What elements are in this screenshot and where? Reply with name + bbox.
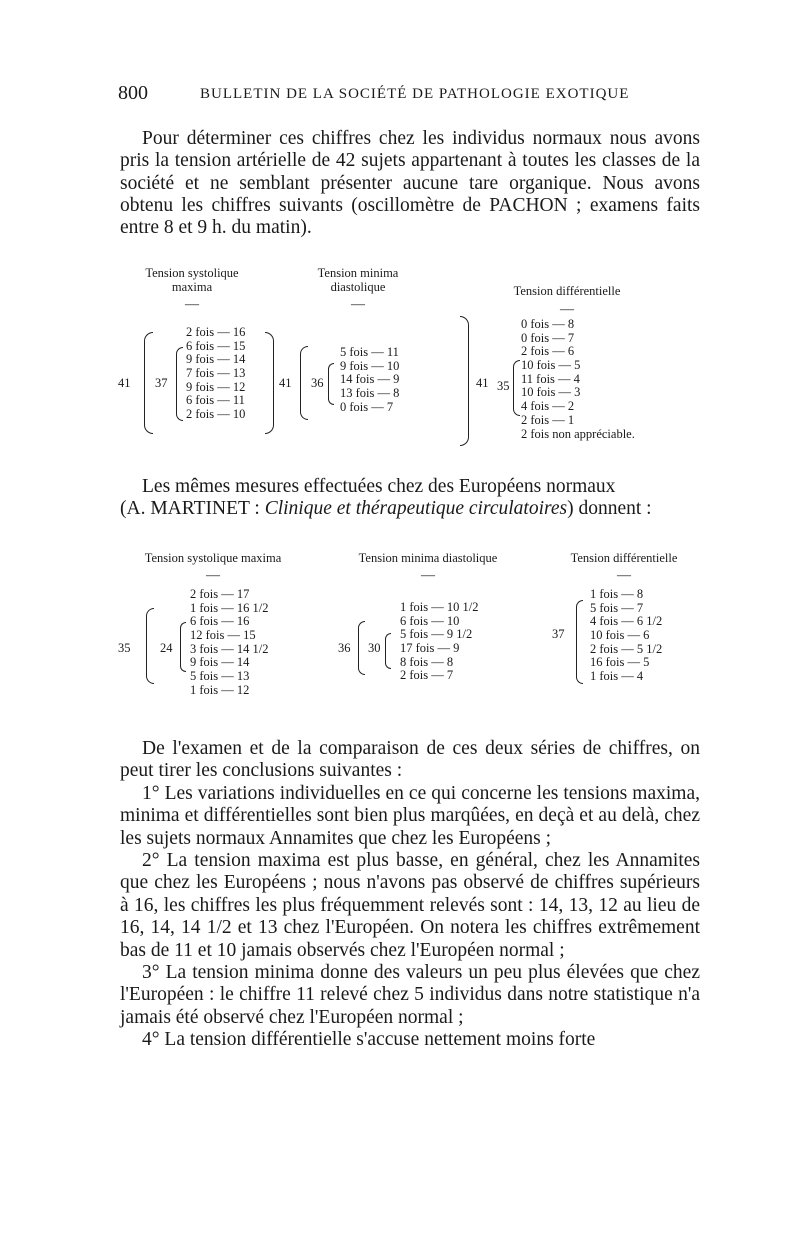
list-item: 5 fois — 13 xyxy=(190,669,250,684)
t2-differential-heading: Tension différentielle — xyxy=(544,552,704,582)
list-item: 6 fois — 10 xyxy=(400,613,460,628)
t1-systolic-heading: Tension systolique maxima — xyxy=(122,267,262,312)
t1-differential-inner-brace xyxy=(513,360,520,416)
t2-diastolic-outer-brace xyxy=(358,621,365,675)
european-line-2-suffix: ) donnent : xyxy=(567,498,652,520)
list-item: 5 fois — 11 xyxy=(340,345,399,359)
t1-systolic-inner-brace xyxy=(176,347,183,421)
t1-systolic-outer-brace xyxy=(144,332,153,434)
t2-differential-heading-1: Tension différentielle xyxy=(570,551,678,565)
list-item: 4 fois — 6 1/2 xyxy=(590,614,663,629)
list-item: 3 fois — 14 1/2 xyxy=(190,641,269,656)
list-item: 6 fois — 16 xyxy=(190,614,250,629)
list-item: 2 fois non appréciable. xyxy=(521,426,635,441)
list-item: 17 fois — 9 xyxy=(400,641,460,656)
t1-systolic-rows xyxy=(186,326,245,422)
t2-systolic-heading-1: Tension systolique maxima xyxy=(144,551,282,565)
conclusions xyxy=(120,738,700,1052)
list-item: 0 fois — 7 xyxy=(521,330,575,345)
list-item: 1 fois — 12 xyxy=(190,682,250,697)
t1-diastolic-heading-1: Tension minima xyxy=(317,266,399,280)
t2-systolic-inner-brace xyxy=(180,622,186,672)
t1-diastolic-rows xyxy=(340,346,399,414)
t1-diastolic-outer-brace xyxy=(300,346,308,420)
t1-diastolic-heading: Tension minima diastolique — xyxy=(288,267,428,312)
list-item: 5 fois — 7 xyxy=(590,600,644,615)
list-item: 9 fois — 14 xyxy=(190,655,250,670)
t1-differential-inner-total: 35 xyxy=(497,379,510,393)
list-item: 0 fois — 7 xyxy=(340,399,394,414)
t2-differential-outer-total: 37 xyxy=(552,627,565,641)
t1-systolic-inner-total: 37 xyxy=(155,376,168,390)
list-item: 10 fois — 3 xyxy=(521,385,581,400)
t2-systolic-heading: Tension systolique maxima — xyxy=(113,552,313,582)
list-item: 10 fois — 6 xyxy=(590,628,650,643)
t1-systolic-right-brace xyxy=(265,332,274,434)
list-item: 1 fois — 10 1/2 xyxy=(400,600,479,614)
t2-differential-rows xyxy=(590,588,662,684)
t1-systolic-heading-2: maxima xyxy=(171,279,213,294)
t2-systolic-outer-total: 35 xyxy=(118,641,131,655)
list-item: 2 fois — 5 1/2 xyxy=(590,641,663,656)
european-paragraph xyxy=(120,476,700,521)
list-item: 16 fois — 5 xyxy=(590,655,650,670)
conclusion-item-2: 2° La tension maxima est plus basse, en général, chez les Annamites que chez les Européens ; nous n'avons pas observé de chiffres supérieurs à 16, les chiffres les plus fréquemment relevés sont : 14, 13, 12 au lieu de 16, 14, 14 1/2 et 13 chez l'Européen. On notera les chiffres extrêmement bas de 11 et 10 jamais observés chez l'Européen normal ; xyxy=(120,850,700,961)
list-item: 5 fois — 9 1/2 xyxy=(400,627,473,642)
list-item: 1 fois — 8 xyxy=(590,587,644,601)
list-item: 1 fois — 16 1/2 xyxy=(190,600,269,615)
list-item: 6 fois — 11 xyxy=(186,393,245,408)
list-item: 10 fois — 5 xyxy=(521,358,581,373)
list-item: 0 fois — 8 xyxy=(521,317,575,331)
t2-diastolic-heading-1: Tension minima diastolique xyxy=(358,551,498,565)
list-item: 14 fois — 9 xyxy=(340,372,400,387)
list-item: 2 fois — 6 xyxy=(521,344,575,359)
list-item: 2 fois — 10 xyxy=(186,407,246,422)
t2-systolic-outer-brace xyxy=(146,608,154,684)
european-line-2-prefix: (A. MARTINET : xyxy=(120,498,265,520)
t2-systolic-rows xyxy=(190,588,268,698)
t2-differential-brace xyxy=(576,600,583,684)
intro-paragraph xyxy=(120,128,700,239)
list-item: 11 fois — 4 xyxy=(521,371,580,386)
t1-diastolic-outer-total: 41 xyxy=(279,376,292,390)
european-line-2 xyxy=(120,498,700,520)
list-item: 13 fois — 8 xyxy=(340,386,400,401)
t1-differential-rows xyxy=(521,318,635,441)
conclusion-item-1: 1° Les variations individuelles en ce qui concerne les tensions maxima, minima et différentielles sont bien plus marqûées, en deçà et au delà, chez les sujets normaux Annamites que chez les Européens ; xyxy=(120,782,700,849)
list-item: 9 fois — 10 xyxy=(340,358,400,373)
journal-title: BULLETIN DE LA SOCIÉTÉ DE PATHOLOGIE EXOTIQUE xyxy=(200,86,630,102)
t1-diastolic-heading-2: diastolique xyxy=(330,279,386,294)
t1-systolic-heading-1: Tension systolique xyxy=(145,266,239,280)
list-item: 2 fois — 1 xyxy=(521,412,575,427)
t2-systolic-inner-total: 24 xyxy=(160,641,173,655)
list-item: 7 fois — 13 xyxy=(186,366,246,381)
european-line-1: Les mêmes mesures effectuées chez des Européens normaux xyxy=(142,476,616,497)
list-item: 2 fois — 16 xyxy=(186,325,246,339)
conclusion-item-4: 4° La tension différentielle s'accuse nettement moins forte xyxy=(142,1029,596,1051)
list-item: 12 fois — 15 xyxy=(190,628,256,643)
t2-diastolic-inner-total: 30 xyxy=(368,641,381,655)
t1-differential-outer-total: 41 xyxy=(476,376,489,390)
t1-diastolic-inner-total: 36 xyxy=(311,376,324,390)
list-item: 2 fois — 7 xyxy=(400,668,454,683)
list-item: 9 fois — 14 xyxy=(186,352,246,367)
list-item: 2 fois — 17 xyxy=(190,587,250,601)
t1-diastolic-inner-brace xyxy=(328,363,334,405)
t1-differential-heading-1: Tension différentielle xyxy=(513,284,621,298)
list-item: 4 fois — 2 xyxy=(521,399,575,414)
t1-differential-heading: Tension différentielle — xyxy=(482,285,652,316)
conclusions-intro: De l'examen et de la comparaison de ces deux séries de chiffres, on peut tirer les conclusions suivantes : xyxy=(120,738,700,782)
page-number: 800 xyxy=(118,82,148,104)
t2-diastolic-outer-total: 36 xyxy=(338,641,351,655)
t2-diastolic-rows xyxy=(400,601,478,683)
conclusion-item-3: 3° La tension minima donne des valeurs un peu plus élevées que chez l'Européen : le chiffre 11 relevé chez 5 individus dans notre statistique n'a jamais été observé chez l'Européen normal ; xyxy=(120,962,700,1028)
list-item: 9 fois — 12 xyxy=(186,379,246,394)
t1-systolic-outer-total: 41 xyxy=(118,376,131,390)
list-item: 1 fois — 4 xyxy=(590,669,644,684)
list-item: 8 fois — 8 xyxy=(400,654,454,669)
list-item: 6 fois — 15 xyxy=(186,338,246,353)
intro-text: Pour déterminer ces chiffres chez les individus normaux nous avons pris la tension artérielle de 42 sujets appartenant à toutes les classes de la société et ne semblant présenter aucune tare organique. Nous avons obtenu les chiffres suivants (oscillomètre de PACHON ; examens faits entre 8 et 9 h. du matin). xyxy=(120,128,700,239)
t1-differential-left-brace xyxy=(460,316,469,446)
t2-diastolic-heading: Tension minima diastolique — xyxy=(328,552,528,582)
citation-title: Clinique et thérapeutique circulatoires xyxy=(264,498,568,520)
t2-diastolic-inner-brace xyxy=(385,633,391,669)
